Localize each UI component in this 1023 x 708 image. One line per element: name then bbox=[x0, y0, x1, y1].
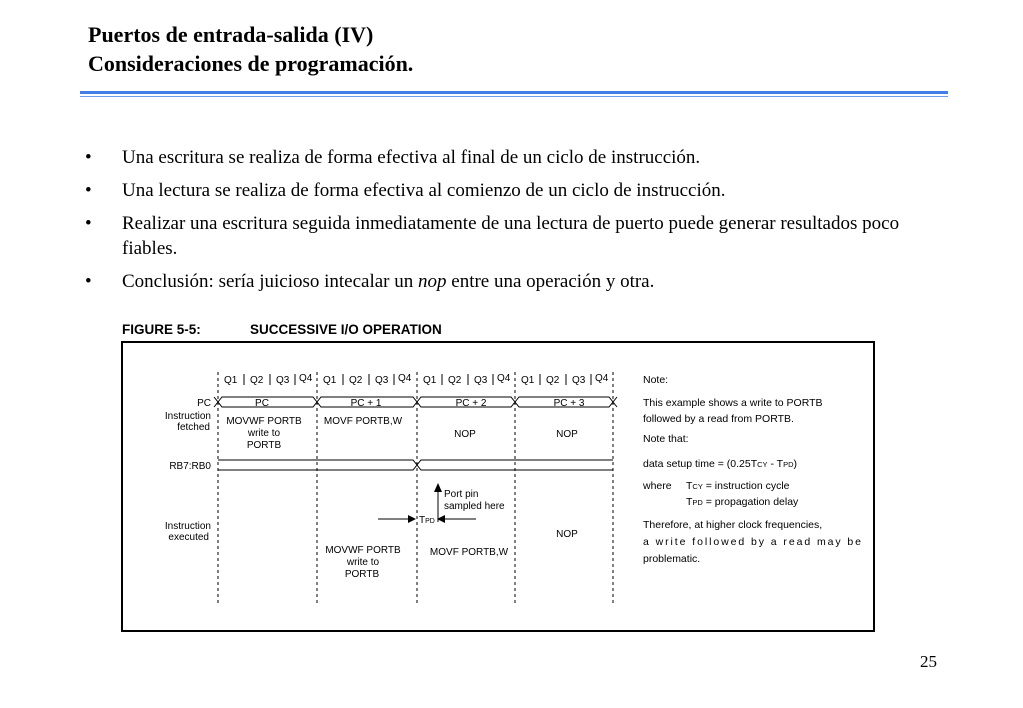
fetched-text: NOP bbox=[454, 429, 476, 440]
fetched-text: PORTB bbox=[246, 440, 282, 451]
q-labels bbox=[224, 373, 609, 386]
title-line-2: Consideraciones de programación. bbox=[88, 51, 414, 76]
row-label-executed: executed bbox=[168, 532, 209, 543]
page-number: 25 bbox=[920, 652, 937, 671]
q-label: Q3 bbox=[375, 375, 389, 386]
q-label: Q1 bbox=[323, 375, 337, 386]
note-where-word: where bbox=[643, 480, 672, 492]
tpd-marker bbox=[378, 515, 476, 526]
executed-instructions bbox=[325, 529, 578, 580]
q-label: Q2 bbox=[349, 375, 363, 386]
row-label-fetched: Instruction bbox=[164, 411, 211, 422]
note-where-cy: TCY = instruction cycle bbox=[686, 480, 790, 492]
fetched-instructions bbox=[226, 416, 578, 451]
row-label-fetched: fetched bbox=[177, 422, 210, 433]
executed-text: MOVF PORTB,W bbox=[429, 547, 509, 558]
pc-value: PC bbox=[255, 398, 269, 409]
pc-value: PC + 2 bbox=[455, 398, 487, 409]
bullet-text-after: entre una operación y otra. bbox=[446, 271, 655, 292]
executed-text: write to bbox=[346, 557, 380, 568]
bullet-text-before: Conclusión: sería juicioso intecalar un bbox=[122, 271, 419, 292]
figure-title: SUCCESSIVE I/O OPERATION bbox=[250, 322, 442, 337]
arrow-up-icon bbox=[434, 483, 442, 492]
row-label-pc: PC bbox=[197, 398, 211, 409]
note-therefore: Therefore, at higher clock frequencies, bbox=[643, 519, 823, 531]
pc-value: PC + 1 bbox=[350, 398, 382, 409]
fetched-text: NOP bbox=[556, 429, 578, 440]
note-therefore: a write followed by a read may be bbox=[643, 536, 861, 548]
q-label: Q4 bbox=[299, 373, 313, 384]
pc-value: PC + 3 bbox=[553, 398, 585, 409]
note-line: This example shows a write to PORTB bbox=[643, 397, 823, 409]
q-label: Q2 bbox=[250, 375, 264, 386]
q-label: Q1 bbox=[423, 375, 437, 386]
row-label-executed: Instruction bbox=[164, 521, 211, 532]
bullet-text-nop: nop bbox=[418, 271, 447, 292]
port-pin-label: Port pin bbox=[444, 489, 479, 500]
row-labels bbox=[165, 398, 212, 543]
arrow-right-icon bbox=[408, 515, 416, 523]
q-label: Q4 bbox=[497, 373, 511, 384]
tpd-label: TPD bbox=[419, 515, 435, 526]
bullet-text: Realizar una escritura seguida inmediatamente de una lectura de puerto puede generar resultados poco fiables. bbox=[122, 213, 900, 259]
fetched-text: MOVF PORTB,W bbox=[323, 416, 403, 427]
q-label: Q1 bbox=[521, 375, 535, 386]
q-label: Q4 bbox=[595, 373, 609, 384]
rb-bus bbox=[218, 460, 613, 470]
q-label: Q3 bbox=[474, 375, 488, 386]
q-label: Q2 bbox=[448, 375, 462, 386]
note-setup-time: data setup time = (0.25TCY - TPD) bbox=[643, 458, 798, 470]
executed-text: MOVWF PORTB bbox=[325, 545, 401, 556]
port-pin-label: sampled here bbox=[444, 501, 505, 512]
q-label: Q3 bbox=[276, 375, 290, 386]
note-heading: Note: bbox=[643, 374, 669, 386]
pc-bus-end bbox=[613, 397, 617, 407]
fetched-text: write to bbox=[247, 428, 281, 439]
q-label: Q3 bbox=[572, 375, 586, 386]
note-where-pd: TPD = propagation delay bbox=[686, 496, 799, 508]
executed-text: PORTB bbox=[344, 569, 380, 580]
note-line: Note that: bbox=[643, 433, 689, 445]
bullet-text: Una escritura se realiza de forma efectiva al final de un ciclo de instrucción. bbox=[122, 147, 701, 168]
note-therefore: problematic. bbox=[643, 553, 701, 565]
row-label-rb: RB7:RB0 bbox=[169, 461, 211, 472]
q-label: Q2 bbox=[546, 375, 560, 386]
q-label: Q4 bbox=[398, 373, 412, 384]
title-line-1: Puertos de entrada-salida (IV) bbox=[88, 22, 374, 47]
note-line: followed by a read from PORTB. bbox=[643, 413, 794, 425]
q-label: Q1 bbox=[224, 375, 238, 386]
bullet-text: Una lectura se realiza de forma efectiva al comienzo de un ciclo de instrucción. bbox=[122, 180, 726, 201]
fetched-text: MOVWF PORTB bbox=[226, 416, 302, 427]
executed-text: NOP bbox=[556, 529, 578, 540]
figure-number: FIGURE 5-5: bbox=[122, 322, 201, 337]
notes-panel bbox=[642, 374, 861, 565]
